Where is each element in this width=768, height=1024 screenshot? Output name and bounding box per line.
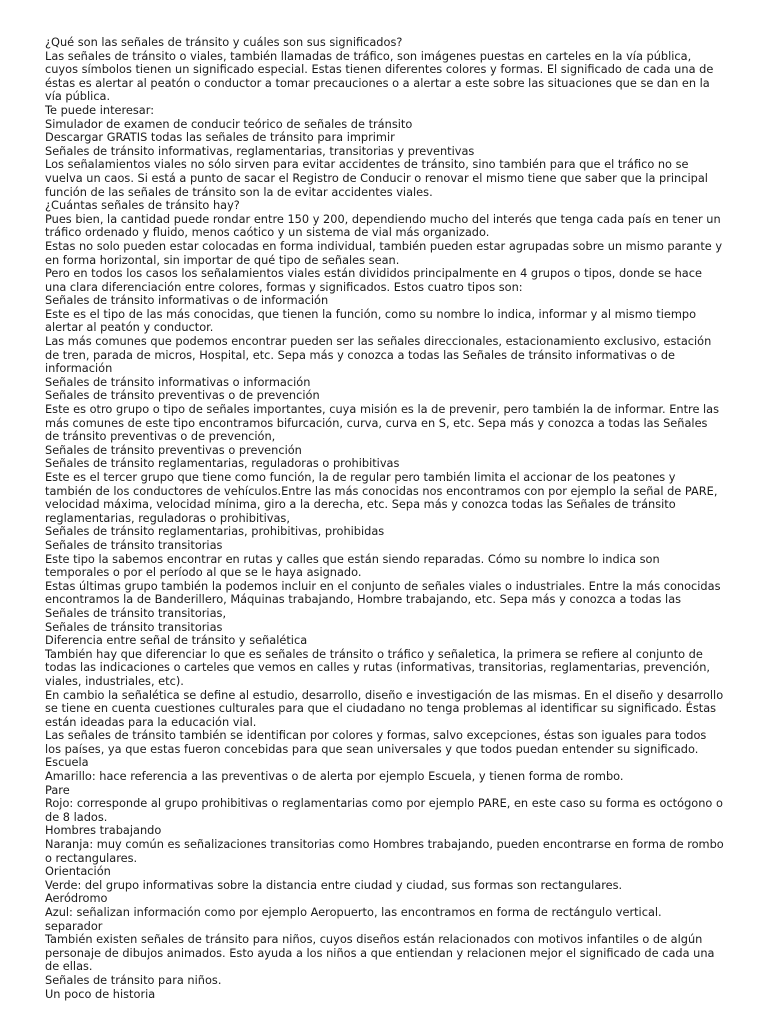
heading-que-son: ¿Qué son las señales de tránsito y cuáles son sus significados? [45,35,403,49]
paragraph-preventivas: Este es otro grupo o tipo de señales importantes, cuya misión es la de prevenir, pero también la de informar. Entre las más comunes de este tipo encontramos bifurcación, curva, curva en S, etc. Sepa más y conozca a todas las Señales de tránsito preventivas o de prevención, [45,402,720,444]
paragraph-informativas-2: Las más comunes que podemos encontrar pueden ser las señales direccionales, estacionamiento exclusivo, estación de tren, parada de micros, Hospital, etc. Sepa más y conozca a todas las Señales de tránsito informativas o de información [45,334,712,376]
paragraph-senalamientos: Los señalamientos viales no sólo sirven para evitar accidentes de tránsito, sino también para que el tráfico no se vuelva un caos. Si está a punto de sacar el Registro de Conducir o renovar el mismo tiene que saber que la principal función de las señales de tránsito son la de evitar accidentes viales. [45,157,708,199]
image-caption-orientacion: Orientación [45,864,111,879]
related-link-simulador: Simulador de examen de conducir teórico de señales de tránsito [45,116,413,131]
paragraph-informativas-1: Este es el tipo de las más conocidas, que tienen la función, como su nombre lo indica, informar y al mismo tiempo alertar al peatón y conductor. [45,306,697,335]
image-caption-pare: Pare [45,782,70,797]
image-caption-preventivas: Señales de tránsito preventivas o prevención [45,442,302,457]
paragraph-cuatro-tipos: Pero en todos los casos los señalamientos viales están divididos principalmente en 4 grupos o tipos, donde se hace una clara diferenciación entre colores, formas y significados. Estos cuatro tipos son: [45,266,702,294]
image-caption-aerodromo: Aeródromo [45,891,108,906]
image-caption-reglamentarias: Señales de tránsito reglamentarias, prohibitivas, prohibidas [45,524,385,539]
heading-preventivas: Señales de tránsito preventivas o de prevención [45,388,320,403]
paragraph-agrupadas: Estas no solo pueden estar colocadas en forma individual, también pueden estar agrupadas sobre un mismo parante y en forma horizontal, sin importar de qué tipo de señales sean. [45,238,723,267]
paragraph-transitorias-2: Estas últimas grupo también la podemos incluir en el conjunto de señales viales o industriales. Entre la más conocidas encontramos la de Banderillero, Máquinas trabajando, Hombre trabajando, etc. Sepa más y conozca a todas las Señales de tránsito transitorias, [45,578,721,620]
related-link-tipos: Señales de tránsito informativas, reglamentarias, transitorias y preventivas [45,143,475,158]
te-puede-interesar-label: Te puede interesar: [45,102,155,117]
paragraph-diferencia-2: En cambio la señalética se define al estudio, desarrollo, diseño e investigación de las mismas. En el diseño y desarrollo se tiene en cuenta cuestiones culturales para que el ciudadano no tenga problemas al identificar su significado. Éstas están ideadas para la educación vial. [45,687,724,729]
paragraph-amarillo: Amarillo: hace referencia a las preventivas o de alerta por ejemplo Escuela, y tienen forma de rombo. [45,769,624,784]
paragraph-azul: Azul: señalizan información como por ejemplo Aeropuerto, las encontramos en forma de rectángulo vertical. [45,905,662,919]
image-caption-ninos: Señales de tránsito para niños. [45,972,222,987]
paragraph-reglamentarias: Este es el tercer grupo que tiene como función, la de regular pero también limita el accionar de los peatones y también de los conductores de vehículos.Entre las más conocidas nos encontramos con por ejemplo la señal de PARE, velocidad máxima, velocidad mínima, giro a la derecha, etc. Sepa más y conozca todas las Señales de tránsito reglamentarias, reguladoras o prohibitivas, [45,470,718,525]
heading-informativas: Señales de tránsito informativas o de información [45,293,329,308]
image-caption-transitorias: Señales de tránsito transitorias [45,619,223,634]
heading-diferencia: Diferencia entre señal de tránsito y señalética [45,633,308,648]
paragraph-diferencia-1: También hay que diferenciar lo que es señales de tránsito o tráfico y señaletica, la primera se refiere al conjunto de todas las indicaciones o carteles que vemos en calles y rutas (informativas, transitorias, reglamentarias, prevención, viales, industriales, etc). [45,646,711,688]
paragraph-transitorias-1: Este tipo la sabemos encontrar en rutas y calles que están siendo reparadas. Cómo su nombre lo indica son temporales o por el período al que se le haya asignado. [45,551,660,580]
paragraph-verde: Verde: del grupo informativas sobre la distancia entre ciudad y ciudad, sus formas son rectangulares. [45,877,623,892]
image-caption-escuela: Escuela [45,755,89,770]
related-link-descargar: Descargar GRATIS todas las señales de tránsito para imprimir [45,130,395,145]
image-caption-informativas: Señales de tránsito informativas o información [45,374,311,389]
paragraph-ninos: También existen señales de tránsito para niños, cuyos diseños están relacionados con motivos infantiles o de algún personaje de dibujos animados. Esto ayuda a los niños a que entiendan y relacionen mejor el significado de cada una de ellas. [45,932,715,974]
heading-historia: Un poco de historia [45,986,156,1001]
paragraph-rojo: Rojo: corresponde al grupo prohibitivas o reglamentarias como por ejemplo PARE, en este caso su forma es octógono o de 8 lados. [45,796,723,824]
paragraph-intro: Las señales de tránsito o viales, también llamadas de tráfico, son imágenes puestas en carteles en la vía pública, cuyos símbolos tienen un significado especial. Estas tienen diferentes colores y formas. El significado de cada una de éstas es alertar al peatón o conductor a tomar precauciones o a alertar a este sobre las situaciones que se dan en la vía pública. [45,48,714,104]
paragraph-naranja: Naranja: muy común es señalizaciones transitorias como Hombres trabajando, pueden encontrarse en forma de rombo o rectangulares. [45,837,724,865]
heading-reglamentarias: Señales de tránsito reglamentarias, reguladoras o prohibitivas [45,456,400,471]
paragraph-cantidad: Pues bien, la cantidad puede rondar entre 150 y 200, dependiendo mucho del interés que tenga cada país en tener un tráfico ordenado y fluido, menos caótico y un sistema de vial más organizado. [45,211,721,240]
image-caption-separador: separador [45,918,103,933]
paragraph-colores-formas: Las señales de tránsito también se identifican por colores y formas, salvo excepciones, éstas son iguales para todos los países, ya que estas fueron concebidas para que sean universales y que todos puedan entender su significado. [45,728,707,756]
heading-cuantas: ¿Cuántas señales de tránsito hay? [45,198,240,213]
heading-transitorias: Señales de tránsito transitorias [45,537,223,552]
image-caption-hombres-trabajando: Hombres trabajando [45,823,162,838]
